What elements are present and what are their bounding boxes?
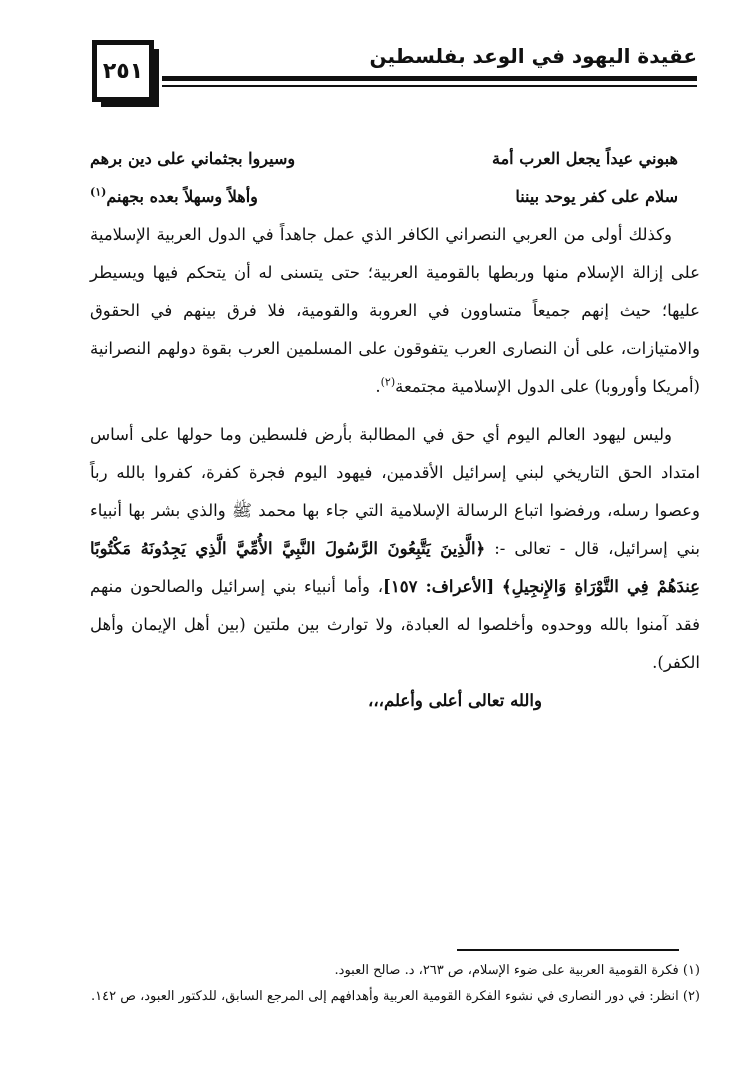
page-number-box bbox=[92, 40, 154, 102]
poem-line-1-left-hemistich: وسيروا بجثماني على دين برهم bbox=[90, 149, 296, 168]
page-number: ٢٥١ bbox=[102, 58, 144, 84]
paragraph-1 bbox=[90, 216, 700, 406]
poem-line-2-left-hemistich bbox=[90, 178, 258, 216]
poem-line-2-right-hemistich: سلام على كفر يوحد بيننا bbox=[515, 187, 678, 206]
footnotes bbox=[70, 958, 700, 1010]
closing-line: والله تعالى أعلى وأعلم،،، bbox=[368, 691, 542, 710]
header-rule-thick bbox=[162, 76, 697, 81]
footnote-ref-2[interactable]: (٢) bbox=[380, 375, 396, 389]
footnote-separator bbox=[457, 949, 679, 951]
paragraph-2-text-b: ، وأما أنبياء بني إسرائيل والصالحون منهم فقد آمنوا بالله ووحدوه وأخلصوا له العبادة، ولا توارث بين ملتين (بين أهل الإيمان وأهل الكفر). bbox=[90, 577, 700, 672]
poem-line-2-left-text: وأهلاً وسهلاً بعده بجهنم bbox=[106, 187, 258, 206]
running-title: عقيدة اليهود في الوعد بفلسطين bbox=[369, 44, 697, 68]
main-text bbox=[90, 140, 700, 737]
poem-line-1 bbox=[90, 140, 700, 178]
quran-verse: ﴿الَّذِينَ يَتَّبِعُونَ الرَّسُولَ النَّبِيَّ الأُمِّيَّ الَّذِي يَجِدُونَهُ مَكْتُوبًا عِندَهُمْ فِي التَّوْرَاةِ وَالإِنجِيلِ﴾ bbox=[90, 539, 701, 596]
quran-citation: [الأعراف: ١٥٧] bbox=[383, 577, 495, 596]
paragraph-1-end: . bbox=[375, 377, 381, 396]
poem-line-1-right-hemistich: هبوني عيداً يجعل العرب أمة bbox=[492, 149, 678, 168]
header-rule-thin bbox=[162, 85, 697, 87]
page-header bbox=[92, 40, 697, 110]
footnote-2: (٢) انظر: في دور النصارى في نشوء الفكرة القومية العربية وأهدافهم إلى المرجع السابق، للدكتور العبود، ص ١٤٢. bbox=[91, 989, 700, 1004]
paragraph-2-text-a: وليس ليهود العالم اليوم أي حق في المطالبة بأرض فلسطين وما حولها على أساس امتداد الحق التاريخي لبني إسرائيل الأقدمين، فيهود اليوم فجرة كفرة، كفروا بالله رباً وعصوا رسله، ورفضوا اتباع الرسالة الإسلامية التي جاء بها محمد ﷺ والذي بشر بها أنبياء بني إسرائيل، قال - تعالى -: bbox=[90, 425, 700, 558]
footnote-1: (١) فكرة القومية العربية على ضوء الإسلام، ص ٢٦٣، د. صالح العبود. bbox=[334, 963, 700, 978]
paragraph-gap bbox=[90, 406, 700, 416]
paragraph-2 bbox=[90, 416, 700, 682]
paragraph-1-text: وكذلك أولى من العربي النصراني الكافر الذي عمل جاهداً في الدول العربية الإسلامية على إزالة الإسلام منها وربطها بالقومية العربية؛ حتى يتسنى له أن يتحكم فيها ويسيطر عليها؛ حيث إنهم جميعاً متساوون في العروبة والقومية، فلا فرق بينهم في الحقوق والامتيازات، على أن النصارى العرب يتفوقون على المسلمين العرب بقوة دولهم النصرانية (أمريكا وأوروبا) على الدول الإسلامية مجتمعة bbox=[90, 225, 700, 396]
poem-line-2 bbox=[90, 178, 700, 216]
footnote-ref-1[interactable]: (١) bbox=[90, 185, 107, 199]
